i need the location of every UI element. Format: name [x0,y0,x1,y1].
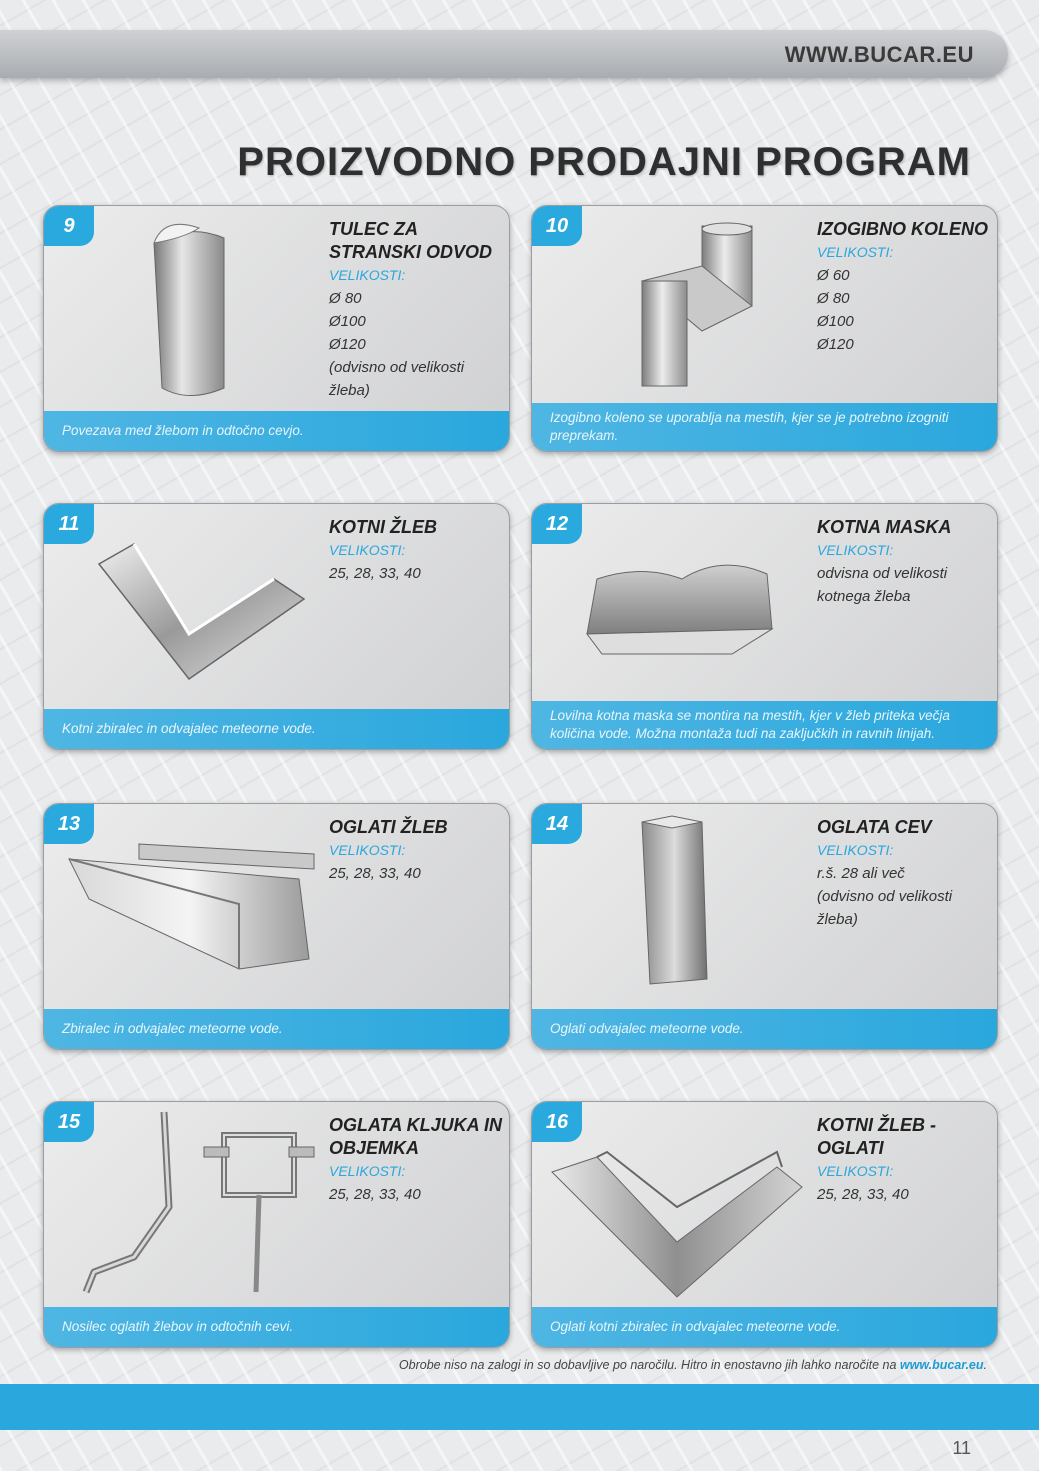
header-bar [0,30,1008,78]
size-value: Ø100 [817,313,854,330]
product-description: Kotni zbiralec in odvajalec meteorne vode. [44,709,509,749]
size-value: Ø 80 [817,290,850,307]
sizes-label: VELIKOSTI: [817,1163,894,1179]
product-number: 9 [44,206,94,246]
size-value: žleba) [817,911,858,928]
product-card-10 [531,205,998,452]
size-value: 25, 28, 33, 40 [329,865,421,882]
product-info [817,516,997,608]
product-number: 11 [44,504,94,544]
product-name-line: OGLATA KLJUKA IN [329,1115,502,1135]
size-value: Ø120 [817,336,854,353]
product-info [329,516,509,585]
sizes-label: VELIKOSTI: [329,842,406,858]
sizes-label: VELIKOSTI: [329,267,406,283]
product-info [329,1114,509,1206]
offset-elbow-image [632,221,762,396]
sizes-label: VELIKOSTI: [817,244,894,260]
product-info [329,816,509,885]
page-number: 11 [952,1438,971,1458]
product-description: Lovilna kotna maska se montira na mestih, kjer v žleb priteka večja količina vode. Možna montaža tudi na zaključkih in ravnih linijah. [532,701,997,749]
product-number: 16 [532,1102,582,1142]
size-value: Ø100 [329,313,366,330]
footnote [399,1358,987,1372]
size-value: (odvisno od velikosti [329,359,465,376]
sizes-label: VELIKOSTI: [817,842,894,858]
product-description: Oglati odvajalec meteorne vode. [532,1009,997,1049]
product-name-line: OBJEMKA [329,1138,420,1158]
product-description: Zbiralec in odvajalec meteorne vode. [44,1009,509,1049]
size-value: 25, 28, 33, 40 [329,1186,421,1203]
product-name-line: TULEC ZA [329,219,418,239]
product-info [817,1114,997,1206]
product-card-15 [43,1101,510,1348]
size-value: Ø 80 [329,290,362,307]
product-number: 13 [44,804,94,844]
product-card-9 [43,205,510,452]
product-description: Nosilec oglatih žlebov in odtočnih cevi. [44,1307,509,1347]
website-link[interactable]: www.bucar.eu [899,1358,984,1372]
square-corner-gutter-image [547,1147,807,1307]
product-info [817,218,997,356]
product-info [329,218,509,402]
product-number: 14 [532,804,582,844]
corner-mask-image [582,559,782,659]
product-info [817,816,997,931]
product-card-13 [43,803,510,1050]
sizes-label: VELIKOSTI: [817,542,894,558]
product-number: 15 [44,1102,94,1142]
size-value: 25, 28, 33, 40 [329,565,421,582]
product-number: 10 [532,206,582,246]
downpipe-socket-image [144,218,234,403]
size-value: kotnega žleba [817,588,911,605]
product-card-14 [531,803,998,1050]
size-value: (odvisno od velikosti [817,888,953,905]
product-card-11 [43,503,510,750]
footer-bar [0,1384,1039,1430]
sizes-label: VELIKOSTI: [329,542,406,558]
product-name-line: KOTNA MASKA [817,517,952,537]
size-value: r.š. 28 ali več [817,865,905,882]
size-value: odvisna od velikosti [817,565,948,582]
hook-and-bracket-image [74,1107,334,1302]
product-name-line: OGLATA CEV [817,817,932,837]
corner-gutter-image [94,524,309,689]
square-pipe-image [632,814,712,989]
product-card-12 [531,503,998,750]
product-name-line: KOTNI ŽLEB - OGLATI [817,1115,936,1158]
page-title: PROIZVODNO PRODAJNI PROGRAM [237,140,971,184]
size-value: Ø120 [329,336,366,353]
product-description: Povezava med žlebom in odtočno cevjo. [44,411,509,451]
product-name-line: OGLATI ŽLEB [329,817,448,837]
size-value: Ø 60 [817,267,850,284]
product-card-16 [531,1101,998,1348]
product-name-line: IZOGIBNO KOLENO [817,219,988,239]
square-gutter-image [59,839,324,979]
sizes-label: VELIKOSTI: [329,1163,406,1179]
product-description: Izogibno koleno se uporablja na mestih, kjer se je potrebno izogniti preprekam. [532,403,997,451]
size-value: žleba) [329,382,370,399]
product-name-line: KOTNI ŽLEB [329,517,437,537]
footnote-text: Obrobe niso na zalogi in so dobavljive po naročilu. Hitro in enostavno jih lahko naročite na [398,1358,900,1372]
size-value: 25, 28, 33, 40 [817,1186,909,1203]
website-url[interactable]: WWW.BUCAR.EU [784,42,974,67]
product-number: 12 [532,504,582,544]
product-name-line: STRANSKI ODVOD [329,242,493,262]
footnote-end: . [983,1358,987,1372]
product-description: Oglati kotni zbiralec in odvajalec meteorne vode. [532,1307,997,1347]
